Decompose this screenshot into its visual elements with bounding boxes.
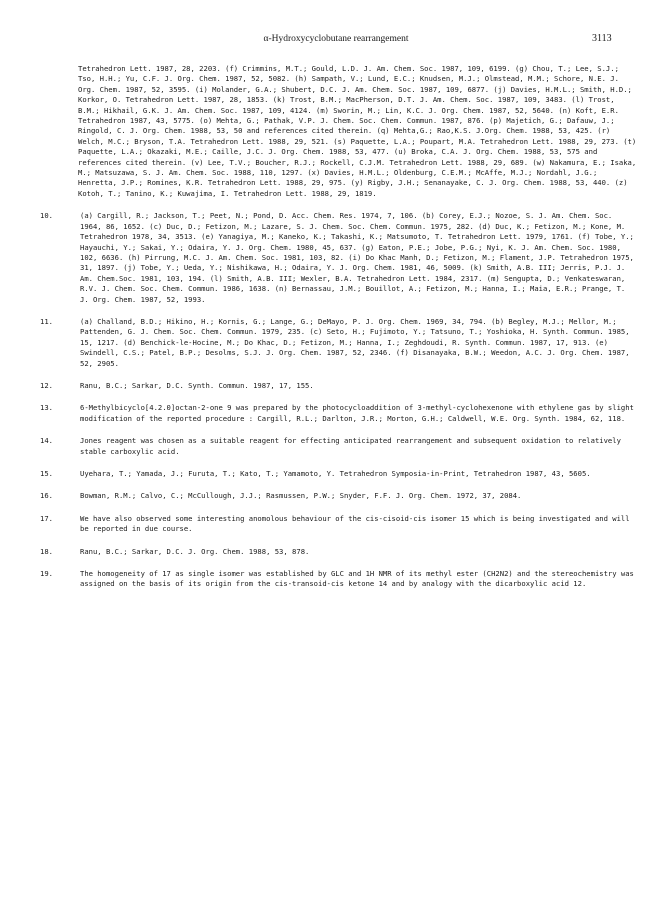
reference-number: 17.: [40, 513, 53, 523]
reference-text: Ranu, B.C.; Sarkar, D.C. J. Org. Chem. 1988, 53, 878.: [80, 546, 310, 556]
reference-text: 6-Methylbicyclo[4.2.0]octan-2-one 9 was prepared by the photocycloaddition of 3-methyl-cyclohexenone with ethylene gas by slight modification of the reported procedure : Cargill, R.L.; Darlton, J.R.; Morton, G.H.; Caldwell, W.E. Org. Synth. 1984, 62, 118.: [80, 403, 634, 423]
reference-text: The homogeneity of 17 as single isomer was established by GLC and 1H NMR of its methyl ester (CH2N2) and the stereochemistry was assigned on the basis of its origin from the cis-transoid-cis ketone 14 and by analogy with the dicarboxylic acid 12.: [80, 569, 634, 589]
reference-item: [38, 491, 638, 501]
reference-item: [38, 514, 638, 535]
reference-number: 10.: [40, 211, 53, 221]
reference-items: [38, 211, 638, 590]
reference-item: [38, 469, 638, 479]
reference-number: 11.: [40, 316, 53, 326]
reference-number: 14.: [40, 436, 53, 446]
reference-text: We have also observed some interesting anomolous behaviour of the cis-cisoid-cis isomer 15 which is being investigated and will be reported in due course.: [80, 513, 630, 534]
reference-number: 12.: [40, 380, 53, 390]
reference-number: 15.: [40, 469, 53, 478]
reference-text: (a) Challand, B.D.; Hikino, H.; Kornis, G.; Lange, G.; DeMayo, P. J. Org. Chem. 1969, 34, 794. (b) Begley, M.J.; Mellor, M.; Pattenden, G. J. Chem. Soc. Chem. Commun. 1979, 235. (c) Seto, H.; Fujimoto, Y.; Tatsuno, T.; Yoshioka, H. Synth. Commun. 1985, 15, 1217. (d) Benchick-le-Hocine, M.; Do Khac, D.; Fetizon, M.; Hanna, I.; Zeghdoudi, R. Synth. Commun. 1987, 17, 913. (e) Swindell, C.S.; Patel, B.P.; Desolms, S.J. J. Org. Chem. 1987, 52, 2346. (f) Disanayaka, B.W.; Weedon, A.C. J. Org. Chem. 1987, 52, 2905.: [80, 316, 630, 368]
reference-item: [38, 317, 638, 369]
reference-item: [38, 569, 638, 590]
reference-item: [38, 403, 638, 424]
reference-text: Bowman, R.M.; Calvo, C.; McCullough, J.J.; Rasmussen, P.W.; Snyder, F.F. J. Org. Chem. 1972, 37, 2084.: [80, 491, 522, 501]
reference-number: 16.: [40, 491, 53, 501]
reference-number: 18.: [40, 546, 53, 556]
reference-text: Uyehara, T.; Yamada, J.; Furuta, T.; Kato, T.; Yamamoto, Y. Tetrahedron Symposia-in-Print, Tetrahedron 1987, 43, 5605.: [80, 469, 591, 478]
reference-item-continued: [38, 64, 638, 199]
running-head: α-Hydroxycyclobutane rearrangement: [263, 34, 409, 44]
reference-item: [38, 547, 638, 557]
reference-item: [38, 211, 638, 305]
reference-number: 13.: [40, 403, 53, 413]
reference-text: Tetrahedron Lett. 1987, 28, 2203. (f) Crimmins, M.T.; Gould, L.D. J. Am. Chem. Soc. 1987, 109, 6199. (g) Chou, T.; Lee, S.J.; Tso, H.H.; Yu, C.F. J. Org. Chem. 1987, 52, 5082. (h) Sampath, V.; Lund, E.C.; Knudsen, M.J.; Olmstead, M.M.; Schore, N.E. J. Org. Chem. 1987, 52, 3595. (i) Molander, G.A.; Shubert, D.C. J. Am. Chem. Soc. 1987, 109, 6877. (j) Davies, H.M.L.; Smith, H.D.; Korkor, O. Tetrahedron Lett. 1987, 28, 1853. (k) Trost, B.M.; MacPherson, D.T. J. Am. Chem. Soc. 1987, 109, 3483. (l) Trost, B.M.; Hikhail, G.K. J. Am. Chem. Soc. 1987, 109, 4124. (m) Sworin, M.; Lin, K.C. J. Org. Chem. 1987, 52, 5640. (n) Koft, E.R. Tetrahedron 1987, 43, 5775. (o) Mehta, G.; Pathak, V.P. J. Chem. Soc. Chem. Commun. 1987, 876. (p) Majetich, G.; Dafauw, J.; Ringold, C. J. Org. Chem. 1988, 53, 50 and references cited therein. (q) Mehta,G.; Rao,K.S. J.Org. Chem. 1988, 53, 425. (r) Welch, M.C.; Bryson, T.A. Tetrahedron Lett. 1988, 29, 521. (s) Paquette, L.A.; Poupart, M.A. Tetrahedron Lett. 1988, 29, 273. (t) Paquette, L.A.; Okazaki, M.E.; Caille, J.C. J. Org. Chem. 1988, 53, 477. (u) Broka, C.A. J. Org. Chem. 1988, 53, 575 and references cited therein. (v) Lee, T.V.; Boucher, R.J.; Rockell, C.J.M. Tetrahedron Lett. 1988, 29, 689. (w) Nakamura, E.; Isaka, M.; Matsuzawa, S. J. Am. Chem. Soc. 1988, 110, 1297. (x) Davies, H.M.L.; Oldenburg, C.E.M.; McAffe, M.J.; Nordahl, J.G.; Henretta, J.P.; Romines, K.R. Tetrahedron Lett. 1988, 29, 975. (y) Rigby, J.H.; Senanayake, C. J. Org. Chem. 1988, 53, 440. (z) Kotoh, T.; Tanino, K.; Kuwajima, I. Tetrahedron Lett. 1988, 29, 1819.: [78, 64, 637, 198]
reference-number: 19.: [40, 569, 53, 579]
reference-list: [38, 64, 638, 602]
reference-text: (a) Cargill, R.; Jackson, T.; Peet, N.; Pond, D. Acc. Chem. Res. 1974, 7, 106. (b) Corey, E.J.; Nozoe, S. J. Am. Chem. Soc. 1964, 86, 1652. (c) Duc, D.; Fetizon, M.; Lazare, S. J. Chem. Soc. Chem. Commun. 1975, 282. (d) Duc, K.; Fetizon, M.; Kone, M. Tetrahedron 1978, 34, 3513. (e) Yanagiya, M.; Kaneko, K.; Takashi, K.; Matsumoto, T. Tetrahedron Lett. 1979, 1761. (f) Tobe, Y.; Hayauchi, Y.; Sakai, Y.; Odaira, Y. J. Org. Chem. 1980, 45, 637. (g) Eaton, P.E.; Jobe, P.G.; Nyi, K. J. Am. Chem. Soc. 1980, 102, 6636. (h) Pirrung, M.C. J. Am. Chem. Soc. 1981, 103, 82. (i) Do Khac Manh, D.; Fetizon, M.; Flament, J.P. Tetrahedron 1975, 31, 1897. (j) Tobe, Y.; Ueda, Y.; Nishikawa, H.; Odaira, Y. J. Org. Chem. 1981, 46, 5009. (k) Smith, A.B. III; Jerris, P.J. J. Am. Chem.Soc. 1981, 103, 194. (l) Smith, A.B. III; Wexler, B.A. Tetrahedron Lett. 1984, 2317. (m) Sengupta, D.; Venkateswaran, R.V. J. Chem. Soc. Chem. Commun. 1986, 1638. (n) Bernassau, J.M.; Bouillot, A.; Fetizon, M.; Hanna, I.; Maia, E.R.; Prange, T. J. Org. Chem. 1987, 52, 1993.: [80, 211, 634, 304]
reference-text: Ranu, B.C.; Sarkar, D.C. Synth. Commun. 1987, 17, 155.: [80, 380, 314, 390]
page-number: 3113: [592, 33, 612, 44]
reference-text: Jones reagent was chosen as a suitable reagent for effecting anticipated rearrangement and subsequent oxidation to relatively stable carboxylic acid.: [80, 436, 621, 456]
reference-item: [38, 381, 638, 391]
reference-item: [38, 436, 638, 457]
